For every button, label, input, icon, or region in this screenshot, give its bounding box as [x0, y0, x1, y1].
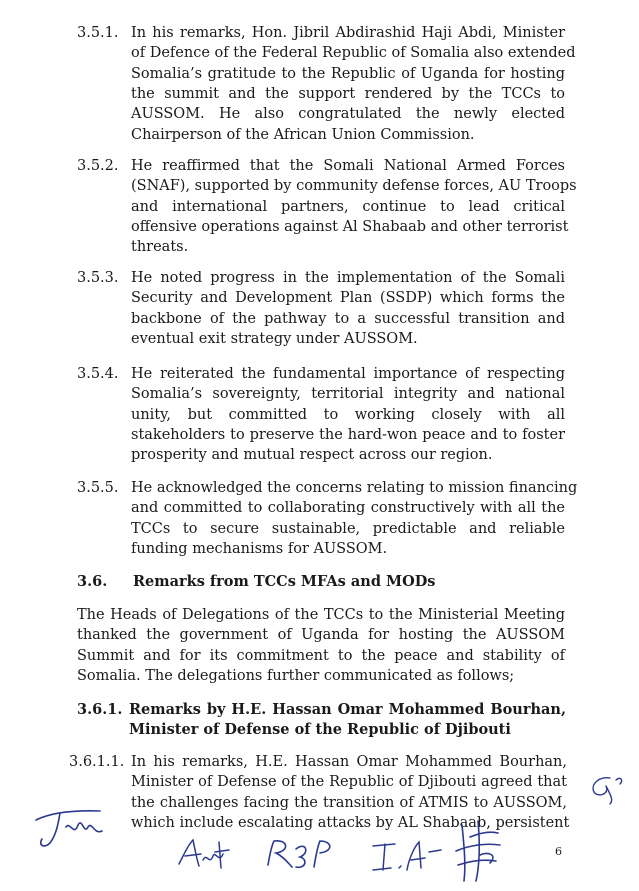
text-line: prosperity and mutual respect across our region. — [131, 447, 493, 463]
text-line: of Defence of the Federal Republic of Somalia also extended — [131, 45, 576, 61]
text-line: Security and Development Plan (SSDP) which forms the — [131, 290, 565, 306]
signature-mark-right — [580, 770, 630, 810]
text-line: Minister of Defense of the Republic of Djibouti agreed that — [131, 774, 567, 790]
text-line: He noted progress in the implementation of the Somali — [131, 270, 565, 286]
text-line: Somalia’s sovereignty, territorial integrity and national — [131, 386, 565, 402]
text-line: Somalia’s gratitude to the Republic of Uganda for hosting — [131, 66, 565, 82]
paragraph-number: 3.5.4. — [77, 366, 119, 382]
text-line: stakeholders to preserve the hard-won peace and to foster — [131, 427, 565, 443]
text-line: the challenges facing the transition of ATMIS to AUSSOM, — [131, 795, 567, 811]
text-line: threats. — [131, 239, 189, 255]
signature-initials-1 — [175, 830, 235, 875]
text-line: He acknowledged the concerns relating to mission financing — [131, 480, 578, 496]
text-line: the summit and the support rendered by the TCCs to — [131, 86, 565, 102]
text-line: and international partners, continue to lead critical — [131, 199, 565, 215]
text-line: which include escalating attacks by AL Shabaab, persistent — [131, 815, 570, 831]
text-line: funding mechanisms for AUSSOM. — [131, 541, 388, 557]
text-line: backbone of the pathway to a successful transition and — [131, 311, 565, 327]
text-line: unity, but committed to working closely with all — [131, 407, 565, 423]
text-line: He reiterated the fundamental importance of respecting — [131, 366, 565, 382]
section-number: 3.6. — [77, 573, 108, 590]
text-line: He reaffirmed that the Somali National Armed Forces — [131, 158, 565, 174]
paragraph-number: 3.5.3. — [77, 270, 119, 286]
subsection-number: 3.6.1. — [77, 701, 123, 718]
subsection-heading: Remarks by H.E. Hassan Omar Mohammed Bourhan, — [129, 701, 566, 718]
signature-initials-4 — [450, 815, 510, 885]
text-line: and committed to collaborating constructively with all the — [131, 500, 565, 516]
section-heading: Remarks from TCCs MFAs and MODs — [133, 573, 436, 590]
text-line: AUSSOM. He also congratulated the newly elected — [131, 106, 565, 122]
paragraph-number: 3.5.5. — [77, 480, 119, 496]
signature-initials-3 — [365, 832, 445, 877]
text-line: eventual exit strategy under AUSSOM. — [131, 331, 418, 347]
text-line: In his remarks, Hon. Jibril Abdirashid Haji Abdi, Minister — [131, 25, 565, 41]
text-line: The Heads of Delegations of the TCCs to the Ministerial Meeting — [77, 607, 565, 623]
text-line: thanked the government of Uganda for hosting the AUSSOM — [77, 627, 565, 643]
paragraph-number: 3.5.2. — [77, 158, 119, 174]
page-number: 6 — [555, 845, 562, 858]
text-line: Somalia. The delegations further communicated as follows; — [77, 668, 515, 684]
signature-initials-2 — [262, 835, 342, 875]
text-line: (SNAF), supported by community defense forces, AU Troops — [131, 178, 577, 194]
text-line: offensive operations against Al Shabaab and other terrorist — [131, 219, 569, 235]
text-line: Summit and for its commitment to the peace and stability of — [77, 648, 565, 664]
text-line: Chairperson of the African Union Commission. — [131, 127, 475, 143]
text-line: In his remarks, H.E. Hassan Omar Mohammed Bourhan, — [131, 754, 567, 770]
signature-initials-left — [30, 795, 110, 855]
subsection-heading: Minister of Defense of the Republic of Djibouti — [129, 721, 511, 738]
text-line: TCCs to secure sustainable, predictable and reliable — [131, 521, 565, 537]
paragraph-number: 3.6.1.1. — [69, 754, 125, 770]
paragraph-number: 3.5.1. — [77, 25, 119, 41]
